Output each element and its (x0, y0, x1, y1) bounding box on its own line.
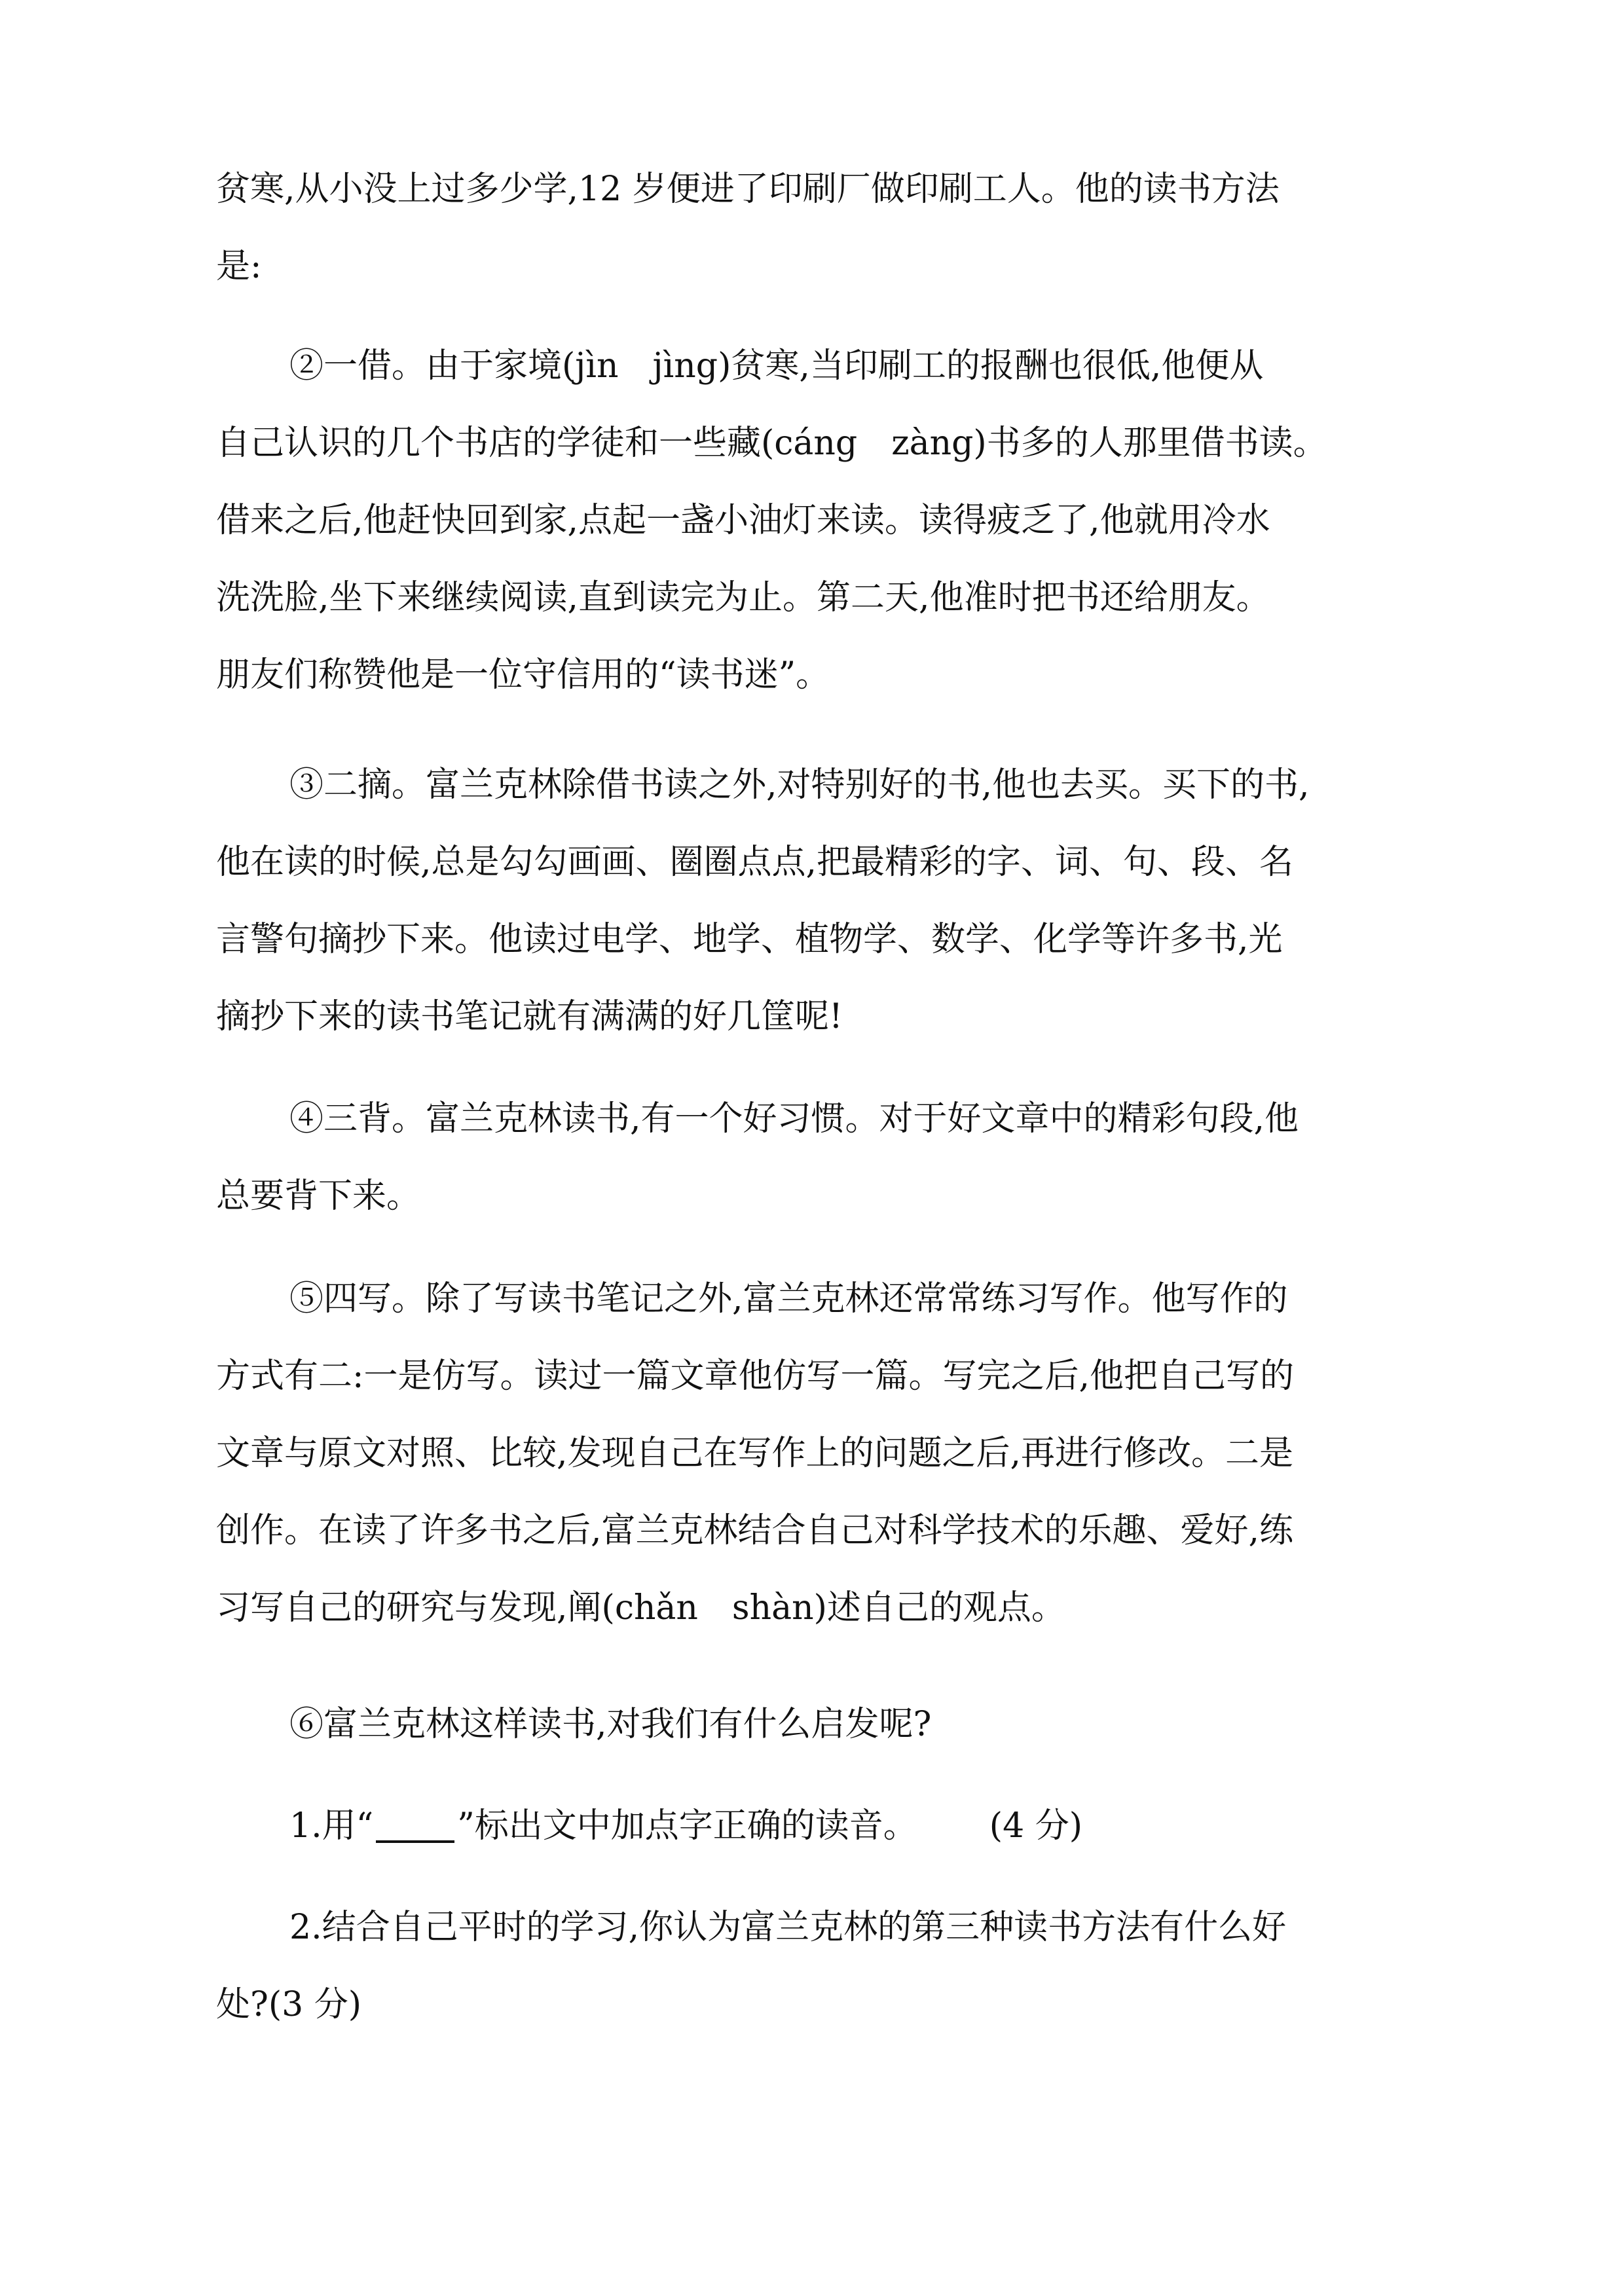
answer-blank (376, 1814, 454, 1843)
text-line: 借来之后,他赶快回到家,点起一盏小油灯来读。读得疲乏了,他就用冷水 (216, 501, 1270, 540)
text-line: 处?(3 分) (216, 1985, 362, 2024)
question-1-score: (4 分) (989, 1806, 1082, 1846)
text-line: 方式有二:一是仿写。读过一篇文章他仿写一篇。写完之后,他把自己写的 (216, 1357, 1295, 1396)
text-line: 是: (216, 247, 262, 286)
question-1 (216, 1787, 1460, 1865)
text-line: 他在读的时候,总是勾勾画画、圈圈点点,把最精彩的字、词、句、段、名 (216, 843, 1294, 882)
text-line: ③二摘。富兰克林除借书读之外,对特别好的书,他也去买。买下的书, (289, 765, 1310, 805)
text-line: 言警句摘抄下来。他读过电学、地学、植物学、数学、化学等许多书,光 (216, 920, 1283, 959)
paragraph-2 (216, 327, 1460, 714)
question-1-line (216, 1787, 1460, 1865)
text-line: 2.结合自己平时的学习,你认为富兰克林的第三种读书方法有什么好 (289, 1908, 1287, 1947)
text-line: 文章与原文对照、比较,发现自己在写作上的问题之后,再进行修改。二是 (216, 1434, 1294, 1473)
text-line: ⑥富兰克林这样读书,对我们有什么启发呢? (289, 1705, 932, 1744)
paragraph-5 (216, 1260, 1460, 1647)
text-line: ②一借。由于家境(jìn jìng)贫寒,当印刷工的报酬也很低,他便从 (289, 346, 1264, 386)
text-line: 创作。在读了许多书之后,富兰克林结合自己对科学技术的乐趣、爱好,练 (216, 1511, 1294, 1550)
text-line: 总要背下来。 (216, 1176, 421, 1216)
paragraph-3 (216, 746, 1460, 1055)
question-1-suffix: ”标出文中加点字正确的读音。 (457, 1806, 917, 1846)
text-line: ⑤四写。除了写读书笔记之外,富兰克林还常常练习写作。他写作的 (289, 1279, 1288, 1319)
question-2 (216, 1889, 1460, 2043)
text-line: 朋友们称赞他是一位守信用的“读书迷”。 (216, 655, 830, 695)
text-line: 自己认识的几个书店的学徒和一些藏(cáng zàng)书多的人那里借书读。 (216, 424, 1327, 463)
text-line: 摘抄下来的读书笔记就有满满的好几筐呢! (216, 997, 843, 1036)
text-line: 贫寒,从小没上过多少学,12 岁便进了印刷厂做印刷工人。他的读书方法 (216, 170, 1280, 209)
paragraph-6 (216, 1686, 1460, 1763)
question-1-prefix: 1.用“ (289, 1806, 374, 1846)
text-line: 习写自己的研究与发现,阐(chǎn shàn)述自己的观点。 (216, 1588, 1065, 1628)
text-line: ④三背。富兰克林读书,有一个好习惯。对于好文章中的精彩句段,他 (289, 1099, 1299, 1139)
text-line: 洗洗脸,坐下来继续阅读,直到读完为止。第二天,他准时把书还给朋友。 (216, 578, 1270, 617)
paragraph-4 (216, 1080, 1460, 1235)
paragraph-1 (216, 151, 1460, 305)
